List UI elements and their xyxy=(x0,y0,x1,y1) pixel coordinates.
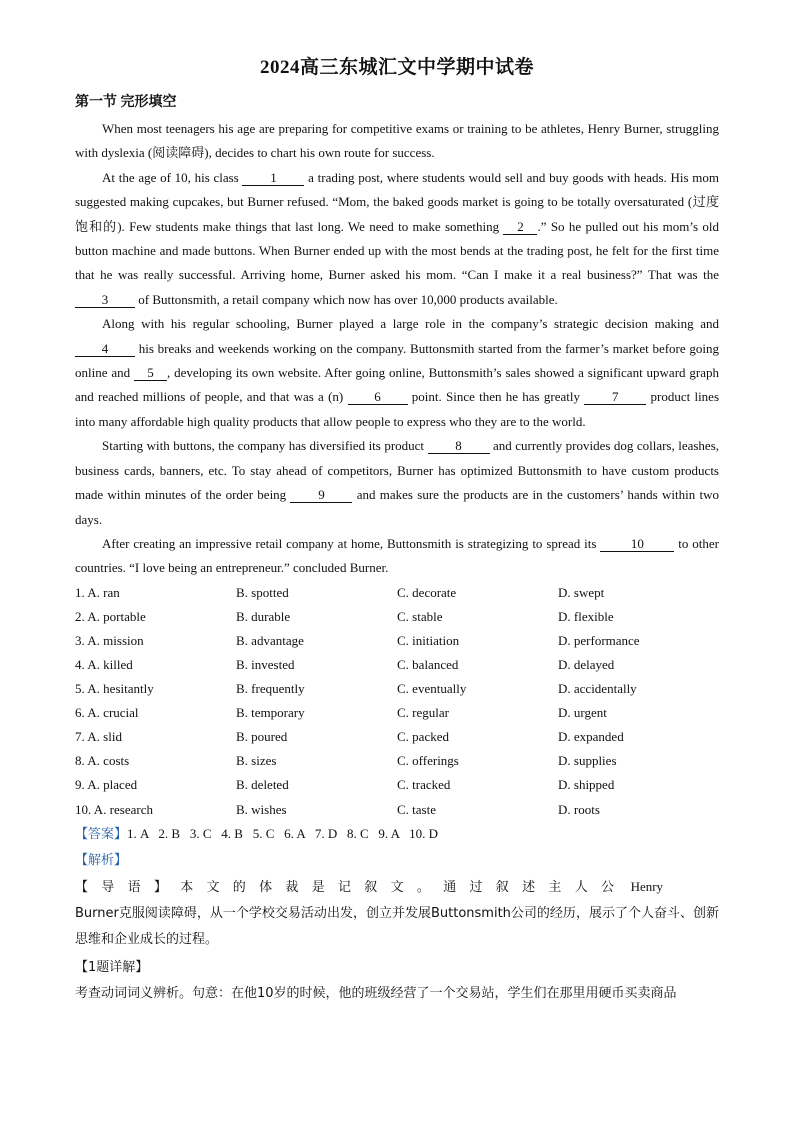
option-c[interactable]: C. balanced xyxy=(397,657,459,672)
option-a[interactable]: 1. A. ran xyxy=(75,584,120,600)
option-row xyxy=(75,653,719,677)
option-c[interactable]: C. decorate xyxy=(397,584,457,600)
q1-text: 考查动词词义辨析。句意：在他10岁的时候，他的班级经营了一个交易站，学生们在那里用硬币买卖商品 xyxy=(75,985,677,1001)
option-c[interactable]: C. tracked xyxy=(397,777,451,793)
blank-6[interactable]: 6 xyxy=(348,389,408,405)
blank-4[interactable]: 4 xyxy=(75,341,135,357)
blank-3[interactable]: 3 xyxy=(75,292,135,308)
option-b[interactable]: B. deleted xyxy=(236,777,289,793)
option-row xyxy=(75,798,719,822)
passage-paragraph-5: After creating an impressive retail company at home, Buttonsmith is strategizing to spread its 10 to other countries. “I love being an entrepreneur.” concluded Burner. xyxy=(75,535,719,576)
option-c[interactable]: C. regular xyxy=(397,705,449,721)
option-a[interactable]: 2. A. portable xyxy=(75,608,146,624)
option-a[interactable]: 9. A. placed xyxy=(75,777,138,793)
option-row xyxy=(75,749,719,773)
passage-paragraph-4: Starting with buttons, the company has diversified its product 8 and currently provides dog collars, leashes, business cards, banners, etc. To stay ahead of competitors, Burner has optimized Buttonsmith to have custom products made within minutes of the order being 9 and makes sure the products are in the customers’ hands within two days. xyxy=(75,438,720,527)
blank-2[interactable]: 2 xyxy=(503,219,537,235)
blank-1[interactable]: 1 xyxy=(242,170,304,186)
passage-paragraph-3: Along with his regular schooling, Burner played a large role in the company’s strategic decision making and 4 his breaks and weekends working on the company. Buttonsmith started from the farmer’s market before going online and 5 , developing its own website. After going online, Buttonsmith’s sales showed a significant upward graph and reached millions of people, and that was a (n) 6 point. Since then he has greatly 7 product lines into many affordable high quality products that allow people to express who they are to the world. xyxy=(75,316,720,429)
page-title: 2024高三东城汇文中学期中试卷 xyxy=(259,57,534,78)
option-d[interactable]: D. delayed xyxy=(558,657,615,672)
option-a[interactable]: 6. A. crucial xyxy=(75,705,139,721)
answer-text: 1. A 2. B 3. C 4. B 5. C 6. A 7. D 8. C 9. A 10. D xyxy=(127,825,438,841)
option-b[interactable]: B. frequently xyxy=(236,681,305,697)
passage-paragraph-1: When most teenagers his age are preparing for competitive exams or training to be athletes, Henry Burner, struggling with dyslexia (阅读障碍), decides to chart his own route for success. xyxy=(75,121,719,161)
option-a[interactable]: 7. A. slid xyxy=(75,729,122,745)
option-b[interactable]: B. invested xyxy=(236,657,295,672)
option-d[interactable]: D. swept xyxy=(558,584,605,600)
blank-10[interactable]: 10 xyxy=(600,536,674,552)
option-a[interactable]: 3. A. mission xyxy=(75,632,144,648)
passage-paragraph-2: At the age of 10, his class 1 a trading post, where students would sell and buy goods with heads. His mom suggested making cupcakes, but Burner refused. “Mom, the baked goods market is going to be totally oversaturated (过度饱和的). Few students make things that last long. We need to make something 2 .” So he pulled out his mom’s old button machine and made buttons. When Burner ended up with the most bends at the trading post, he felt for the first time that he was really successful. Arriving home, Burner asked his mom. “Can I make it a real business?” That was the 3 of Buttonsmith, a retail company which now has over 10,000 products available. xyxy=(75,169,720,307)
option-d[interactable]: D. supplies xyxy=(558,753,617,769)
answer-line xyxy=(75,822,719,848)
option-d[interactable]: D. flexible xyxy=(558,608,614,624)
option-row xyxy=(75,581,719,605)
option-c[interactable]: C. eventually xyxy=(397,681,467,697)
option-d[interactable]: D. expanded xyxy=(558,729,624,745)
option-c[interactable]: C. initiation xyxy=(397,632,460,648)
option-row xyxy=(75,677,719,701)
option-b[interactable]: B. sizes xyxy=(236,753,277,769)
option-b[interactable]: B. temporary xyxy=(236,705,305,721)
option-d[interactable]: D. urgent xyxy=(558,705,607,721)
option-row xyxy=(75,725,719,749)
option-b[interactable]: B. durable xyxy=(236,608,291,624)
option-b[interactable]: B. wishes xyxy=(236,801,287,817)
intro-text-b: Henry xyxy=(627,878,664,894)
q1-label: 【1题详解】 xyxy=(75,959,149,975)
option-c[interactable]: C. stable xyxy=(397,608,443,624)
section-heading: 第一节 完形填空 xyxy=(75,95,177,110)
option-d[interactable]: D. roots xyxy=(558,801,600,817)
option-a[interactable]: 8. A. costs xyxy=(75,753,130,769)
analysis-intro xyxy=(75,874,719,953)
option-b[interactable]: B. advantage xyxy=(236,632,304,648)
option-d[interactable]: D. accidentally xyxy=(558,681,637,697)
option-b[interactable]: B. poured xyxy=(236,729,288,745)
blank-8[interactable]: 8 xyxy=(428,438,490,454)
option-d[interactable]: D. performance xyxy=(558,632,640,648)
option-c[interactable]: C. taste xyxy=(397,801,436,817)
option-c[interactable]: C. packed xyxy=(397,729,449,745)
analysis-label: 【解析】 xyxy=(75,852,128,868)
options-list xyxy=(75,581,719,822)
option-a[interactable]: 4. A. killed xyxy=(75,657,133,672)
answer-label: 【答案】 xyxy=(75,826,128,842)
option-row xyxy=(75,605,719,629)
blank-9[interactable]: 9 xyxy=(290,487,352,503)
option-b[interactable]: B. spotted xyxy=(236,584,289,600)
blank-5[interactable]: 5 xyxy=(134,365,167,381)
intro-text-c: Burner克服阅读障碍，从一个学校交易活动出发，创立并发展Buttonsmith公司的经历，展示了个人奋斗、创新思维和企业成长的过程。 xyxy=(75,905,719,947)
option-a[interactable]: 10. A. research xyxy=(75,801,153,817)
option-row xyxy=(75,629,719,653)
option-row xyxy=(75,701,719,725)
option-a[interactable]: 5. A. hesitantly xyxy=(75,681,154,697)
option-c[interactable]: C. offerings xyxy=(397,753,459,769)
option-d[interactable]: D. shipped xyxy=(558,777,615,793)
document-page xyxy=(75,52,719,1007)
blank-7[interactable]: 7 xyxy=(584,389,646,405)
intro-text-a: 本文的体裁是记叙文。通过叙述主人公 xyxy=(180,879,628,895)
option-row xyxy=(75,773,719,797)
intro-label: 【导语】 xyxy=(75,879,181,895)
